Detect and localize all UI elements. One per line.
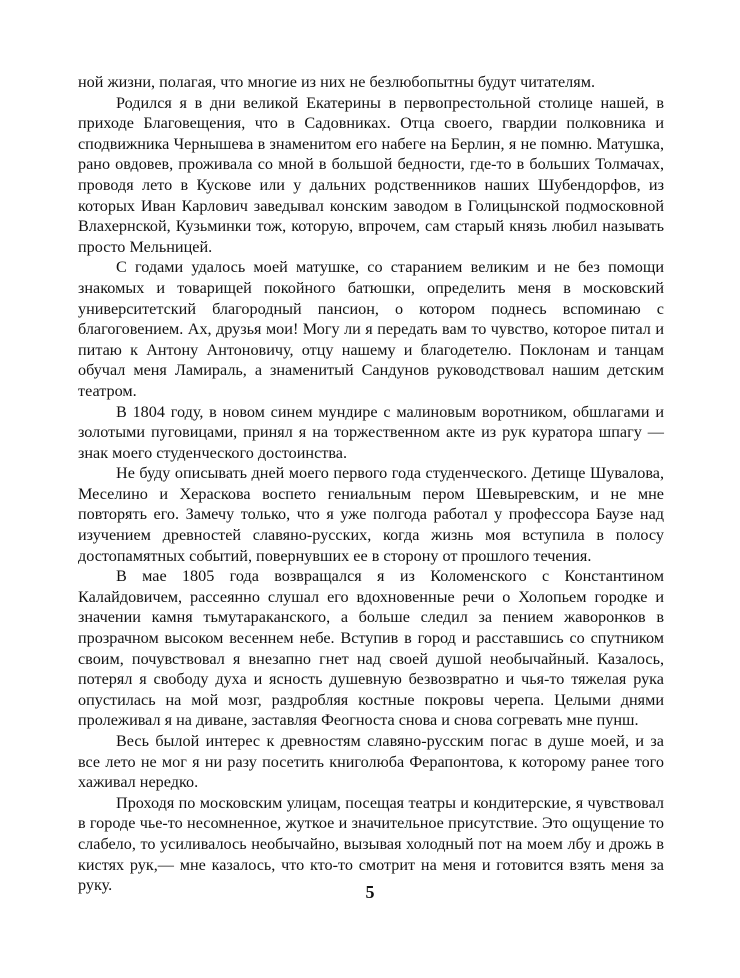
paragraph-birth: Родился я в дни великой Екатерины в первопрестольной столице нашей, в приходе Благовещения, что в Садовниках. Отца своего, гвардии полковника и сподвижника Чернышева в знаменитом его набеге на Берлин, я не помню. Матушка, рано овдовев, проживала со мной в большой бедности, где-то в больших Толмачах, проводя лето в Кускове или у дальних родственников наших Шубендорфов, из которых Иван Карлович заведывал конским заводом в Голицынской подмосковной Влахернской, Кузьминки тож, которую, впрочем, сам старый князь любил называть просто Мельницей. bbox=[78, 93, 664, 256]
paragraph-lost-interest: Весь былой интерес к древностям славяно-русским погас в душе моей, и за все лето не мог я ни разу посетить книголюба Ферапонтова, к которому ранее того хаживал нередко. bbox=[78, 732, 664, 792]
page-number: 5 bbox=[365, 882, 375, 902]
page-text bbox=[78, 72, 664, 896]
paragraph-1804: В 1804 году, в новом синем мундире с малиновым воротником, обшлагами и золотыми пуговицами, принял я на торжественном акте из рук куратора шпагу — знак моего студенческого достоинства. bbox=[78, 402, 664, 462]
paragraph-pension: С годами удалось моей матушке, со старанием великим и не без помощи знакомых и товарищей покойного батюшки, определить меня в московский университетский благородный пансион, о котором поднесь вспоминаю с благоговением. Ах, друзья мои! Могу ли я передать вам то чувство, которое питал и питаю к Антону Антоновичу, отцу нашему и благодетелю. Поклонам и танцам обучал меня Ламираль, а знаменитый Сандунов руководствовал нашим детским театром. bbox=[78, 258, 664, 400]
paragraph-may-1805: В мае 1805 года возвращался я из Коломенского с Константином Калайдовичем, рассеянно слушал его вдохновенные речи о Холопьем городке и значении камня тьмутараканского, а больше следил за пением жаворонков в прозрачном высоком весеннем небе. Вступив в город и расставшись со спутником своим, почувствовал я внезапно гнет над своей душой необычайный. Казалось, потерял я свободу духа и ясность душевную безвозвратно и чья-то тяжелая рука опустилась на мой мозг, раздробляя костные покровы черепа. Целыми днями пролеживал я на диване, заставляя Феогноста снова и снова согревать мне пунш. bbox=[78, 567, 664, 730]
paragraph-streets: Проходя по московским улицам, посещая театры и кондитерские, я чувствовал в городе чье-то несомненное, жуткое и значительное присутствие. Это ощущение то слабело, то усиливалось необычайно, вызывая холодный пот на моем лбу и дрожь в кистях рук,— мне казалось, что кто-то смотрит на меня и готовится взять меня за руку. bbox=[78, 793, 664, 895]
paragraph-student-year: Не буду описывать дней моего первого года студенческого. Детище Шувалова, Меселино и Хераскова воспето гениальным пером Шевыревским, и не мне повторять его. Замечу только, что я уже полгода работал у профессора Баузе над изучением древностей славяно-русских, когда жизнь моя вступила в полосу достопамятных событий, повернувших ее в сторону от прошлого течения. bbox=[78, 464, 664, 565]
paragraph-continued: ной жизни, полагая, что многие из них не безлюбопытны будут читателям. bbox=[78, 73, 595, 91]
